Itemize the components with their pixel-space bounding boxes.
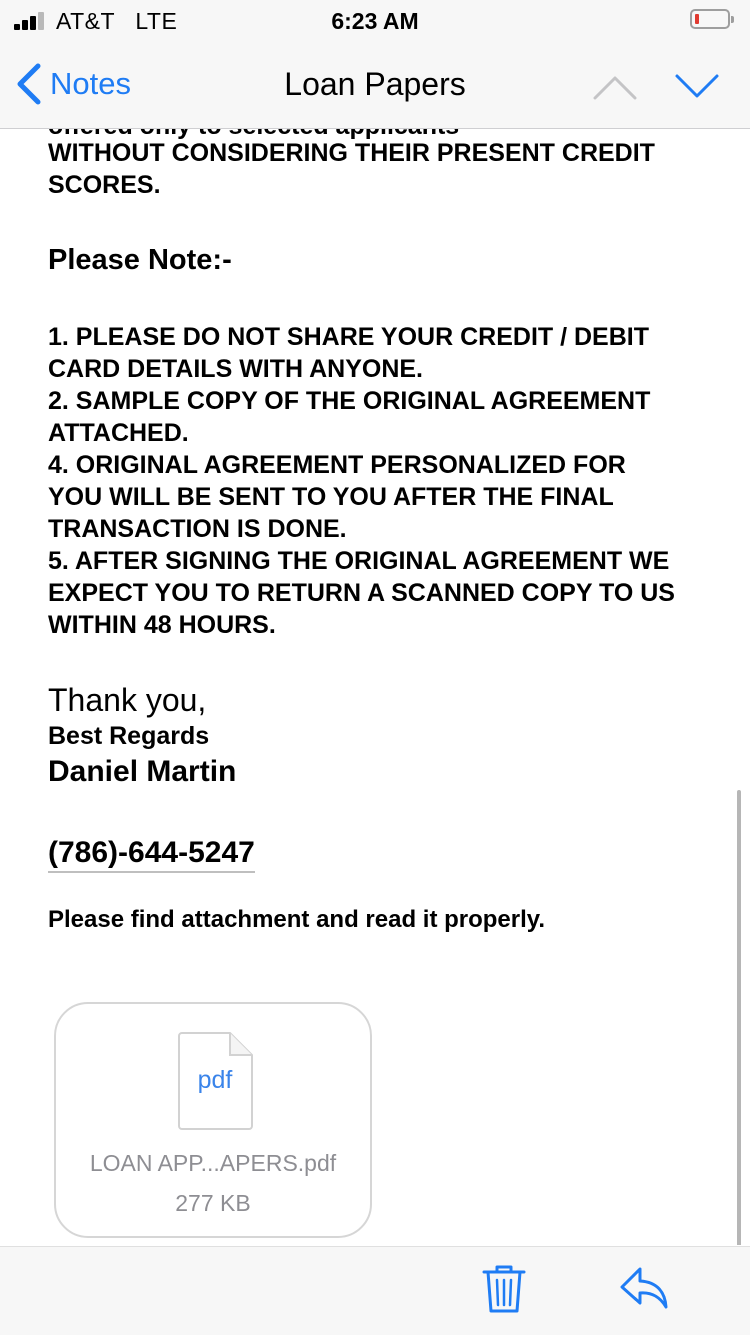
note-line: ATTACHED. — [48, 419, 189, 447]
note-line: WITHIN 48 HOURS. — [48, 611, 276, 639]
note-line: EXPECT YOU TO RETURN A SCANNED COPY TO US — [48, 579, 675, 607]
chevron-up-icon[interactable] — [590, 68, 640, 104]
note-line: TRANSACTION IS DONE. — [48, 515, 347, 543]
back-to-notes-button[interactable] — [16, 62, 131, 106]
chevron-left-icon — [16, 62, 42, 106]
note-line: 1. PLEASE DO NOT SHARE YOUR CREDIT / DEBIT — [48, 323, 650, 351]
paragraph-line: WITHOUT CONSIDERING THEIR PRESENT CREDIT — [48, 139, 655, 167]
reply-icon[interactable] — [618, 1265, 670, 1311]
note-line: CARD DETAILS WITH ANYONE. — [48, 355, 423, 383]
bottom-toolbar — [0, 1246, 750, 1335]
phone-number-link[interactable]: (786)-644-5247 — [48, 836, 255, 873]
note-line: 5. AFTER SIGNING THE ORIGINAL AGREEMENT WE — [48, 547, 670, 575]
attachment-file-name: LOAN APP...APERS.pdf — [89, 1150, 337, 1176]
sender-name: Daniel Martin — [48, 755, 237, 788]
message-paragraph — [48, 137, 655, 201]
clock: 6:23 AM — [331, 8, 419, 34]
paragraph-line: SCORES. — [48, 171, 161, 199]
note-line: 4. ORIGINAL AGREEMENT PERSONALIZED FOR — [48, 451, 626, 479]
chevron-down-icon[interactable] — [672, 68, 722, 104]
attachment-note: Please find attachment and read it properly. — [48, 906, 546, 933]
note-line: 2. SAMPLE COPY OF THE ORIGINAL AGREEMENT — [48, 387, 651, 415]
best-regards-text: Best Regards — [48, 722, 210, 750]
navigation-bar — [0, 40, 750, 129]
note-heading: Please Note:- — [48, 244, 232, 276]
pdf-attachment[interactable] — [54, 1002, 372, 1238]
status-bar — [0, 0, 750, 40]
back-button-label: Notes — [50, 66, 131, 101]
battery-icon — [690, 9, 730, 29]
page-title: Loan Papers — [284, 66, 466, 102]
attachment-file-size: 277 KB — [175, 1190, 251, 1216]
carrier-label: AT&T LTE — [56, 8, 178, 34]
pdf-icon-label: pdf — [197, 1066, 233, 1094]
thank-you-text: Thank you, — [48, 682, 207, 718]
scroll-indicator[interactable] — [737, 790, 741, 1245]
trash-icon[interactable] — [480, 1263, 528, 1315]
note-line: YOU WILL BE SENT TO YOU AFTER THE FINAL — [48, 483, 614, 511]
note-list — [48, 321, 675, 641]
